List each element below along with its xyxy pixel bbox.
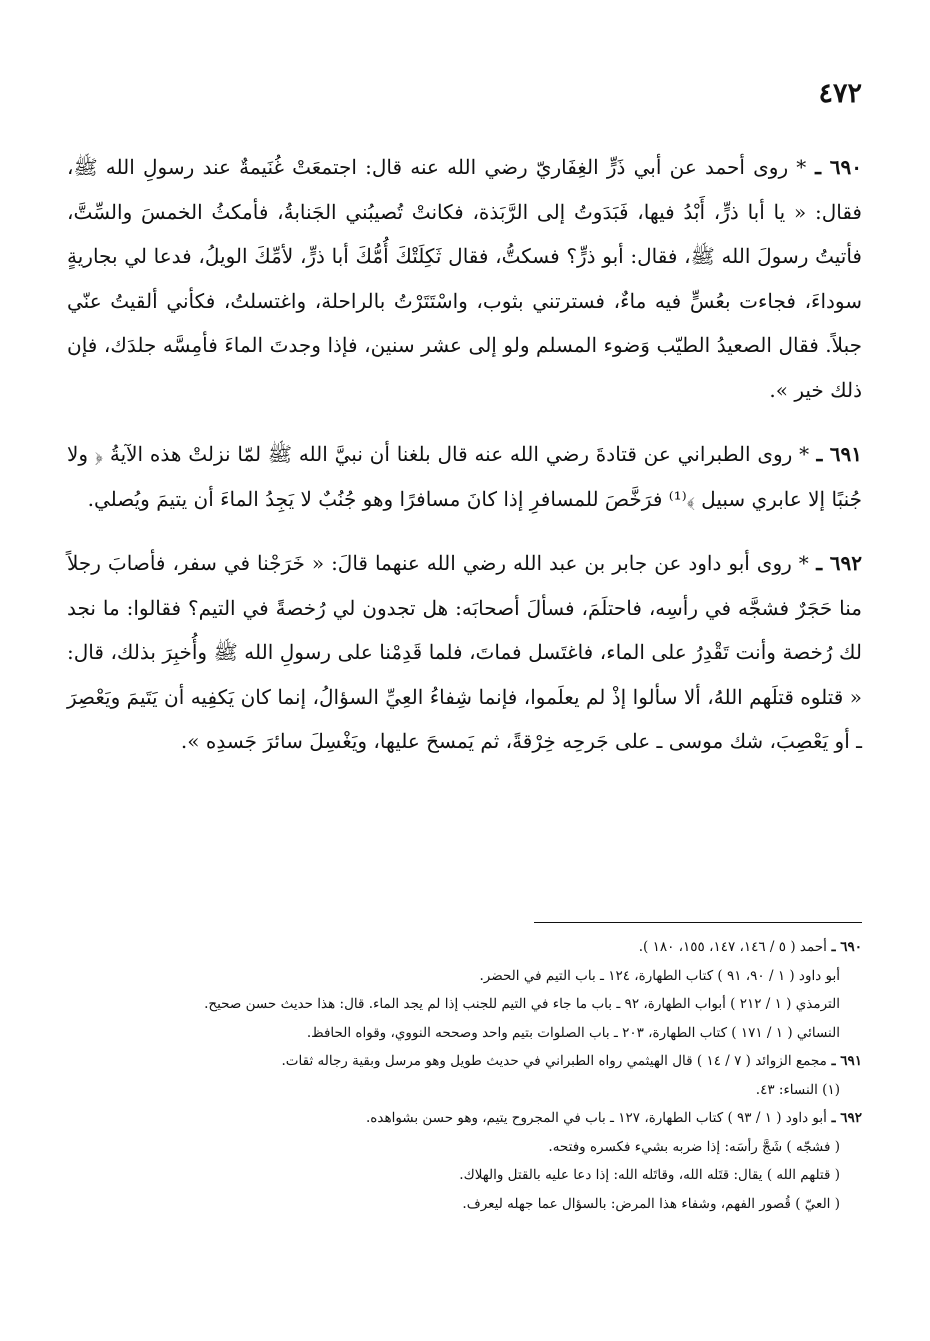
footnote-line — [67, 962, 862, 991]
footnote-text: أبو داود ( ١ / ٩٣ ) كتاب الطهارة، ١٢٧ ـ باب في المجروح يتيم، وهو حسن بشواهده. — [366, 1110, 827, 1126]
footnote-text: مجمع الزوائد ( ٧ / ١٤ ) قال الهيثمي رواه الطبراني في حديث طويل وهو مرسل وبقية رجاله ثقات. — [281, 1053, 827, 1069]
footnote-text: الترمذي ( ١ / ٢١٢ ) أبواب الطهارة، ٩٢ ـ باب ما جاء في التيم للجنب إذا لم يجد الماء. قال: هذا حديث حسن صحيح. — [204, 996, 840, 1012]
footnote-line — [67, 1104, 862, 1133]
footnote-text: ( قتلهم الله ) يقال: قتَله الله، وقاتَله الله: إذا دعا عليه بالقتل والهلاك. — [459, 1167, 840, 1183]
main-text — [67, 145, 862, 784]
footnote-text: أبو داود ( ١ / ٩٠، ٩١ ) كتاب الطهارة، ١٢٤ ـ باب التيم في الحضر. — [479, 967, 840, 984]
footnote-text: ( فشجّه ) شَجَّ رأسَه: إذا ضربه بشيء فكسره وفتحه. — [548, 1138, 840, 1155]
hadith-number: ٦٩٠ ـ — [806, 155, 862, 179]
footnote-number: ٦٩٢ ـ — [826, 1110, 862, 1126]
hadith-number: ٦٩٢ ـ — [808, 551, 862, 575]
hadith-692 — [67, 541, 862, 764]
footnote-text: أحمد ( ٥ / ١٤٦، ١٤٧، ١٥٥، ١٨٠ ). — [638, 939, 827, 955]
page-number: ٤٧٢ — [818, 78, 862, 109]
footnote-text: ( العيّ ) قُصور الفهم، وشفاء هذا المرض: بالسؤال عما جهله ليعرف. — [462, 1195, 840, 1212]
footnote-text: (١) النساء: ٤٣. — [755, 1081, 840, 1098]
footnote-line — [67, 990, 862, 1019]
hadith-number: ٦٩١ ـ — [809, 442, 862, 466]
hadith-text: * روى أحمد عن أبي ذَرٍّ الغِفَاريّ رضي الله عنه قال: اجتمعَتْ غُنَيمةٌ عند رسولِ الله ﷺ، فقال: « يا أبا ذرٍّ، أَبْدُ فيها، فَبَدَوتُ إلى الرَّبَذة، فكانتْ تُصيبُني الجَنابةُ، فأمكثُ الخمسَ والسِّتَّ، فأتيتُ رسولَ الله ﷺ، فقال: أبو ذرٍّ؟ فسكتُّ، فقال ثَكِلَتْكَ أُمُّكَ أبا ذرٍّ، لأمِّكَ الويلُ، فدعا لي بجاريةٍ سوداءَ، فجاءت بعُسٍّ فيه ماءٌ، فسترتني بثوب، واسْتَتَرْتُ بالراحلة، واغتسلتُ، فكأني ألقيتُ عنّي جبلاً. فقال الصعيدُ الطيّب وَضوء المسلم ولو إلى عشر سنين، فإذا وجدتَ الماءَ فأمِسَّه جلدَك، فإن ذلك خير ». — [67, 155, 862, 402]
footnote-line — [67, 1076, 862, 1105]
hadith-691 — [67, 432, 862, 521]
footnote-line — [67, 1161, 862, 1190]
hadith-text: * روى الطبراني عن قتادةَ رضي الله عنه قال بلغنا أن نبيَّ الله ﷺ لمّا نزلتْ هذه الآيةُ ﴿ ولا جُنبًا إلا عابري سبيل ﴾⁽¹⁾ فرَخَّصَ للمسافرِ إذا كانَ مسافرًا وهو جُنُبٌ لا يَجِدُ الماءَ أن يتيمَ ويُصلي. — [67, 442, 862, 511]
footnote-line — [67, 1019, 862, 1048]
footnote-line — [67, 1133, 862, 1162]
footnote-line — [67, 1190, 862, 1219]
footnotes — [67, 933, 862, 1218]
footnote-line — [67, 1047, 862, 1076]
hadith-690 — [67, 145, 862, 412]
footnote-divider — [534, 922, 862, 923]
hadith-text: * روى أبو داود عن جابر بن عبد الله رضي الله عنهما قالَ: « خَرَجْنا في سفر، فأصابَ رجلاً منا حَجَرٌ فشجَّه في رأسِه، فاحتلَمَ، فسألَ أصحابَه: هل تجدون لي رُخصةً في التيم؟ فقالوا: ما نجد لك رُخصة وأنت تَقْدِرُ على الماء، فاغتَسل فماتَ، فلما قَدِمْنا على رسولِ الله ﷺ وأُخبِرَ بذلك، قال: « قتلوه قتلَهم اللهُ، ألا سألوا إذْ لم يعلَموا، فإنما شِفاءُ العِيِّ السؤالُ، إنما كان يَكفِيه أن يَتَيمَ ويَعْصِرَ ـ أو يَعْصِبَ، شك موسى ـ على جَرحِه خِرْقةً، ثم يَمسحَ عليها، ويَغْسِلَ سائرَ جَسدِه ». — [67, 551, 862, 753]
footnote-number: ٦٩٠ ـ — [826, 939, 862, 955]
footnote-text: النسائي ( ١ / ١٧١ ) كتاب الطهارة، ٢٠٣ ـ باب الصلوات بتيم واحد وصححه النووي، وقواه الحافظ. — [306, 1024, 840, 1041]
footnote-line — [67, 933, 862, 962]
footnote-number: ٦٩١ ـ — [826, 1053, 862, 1069]
